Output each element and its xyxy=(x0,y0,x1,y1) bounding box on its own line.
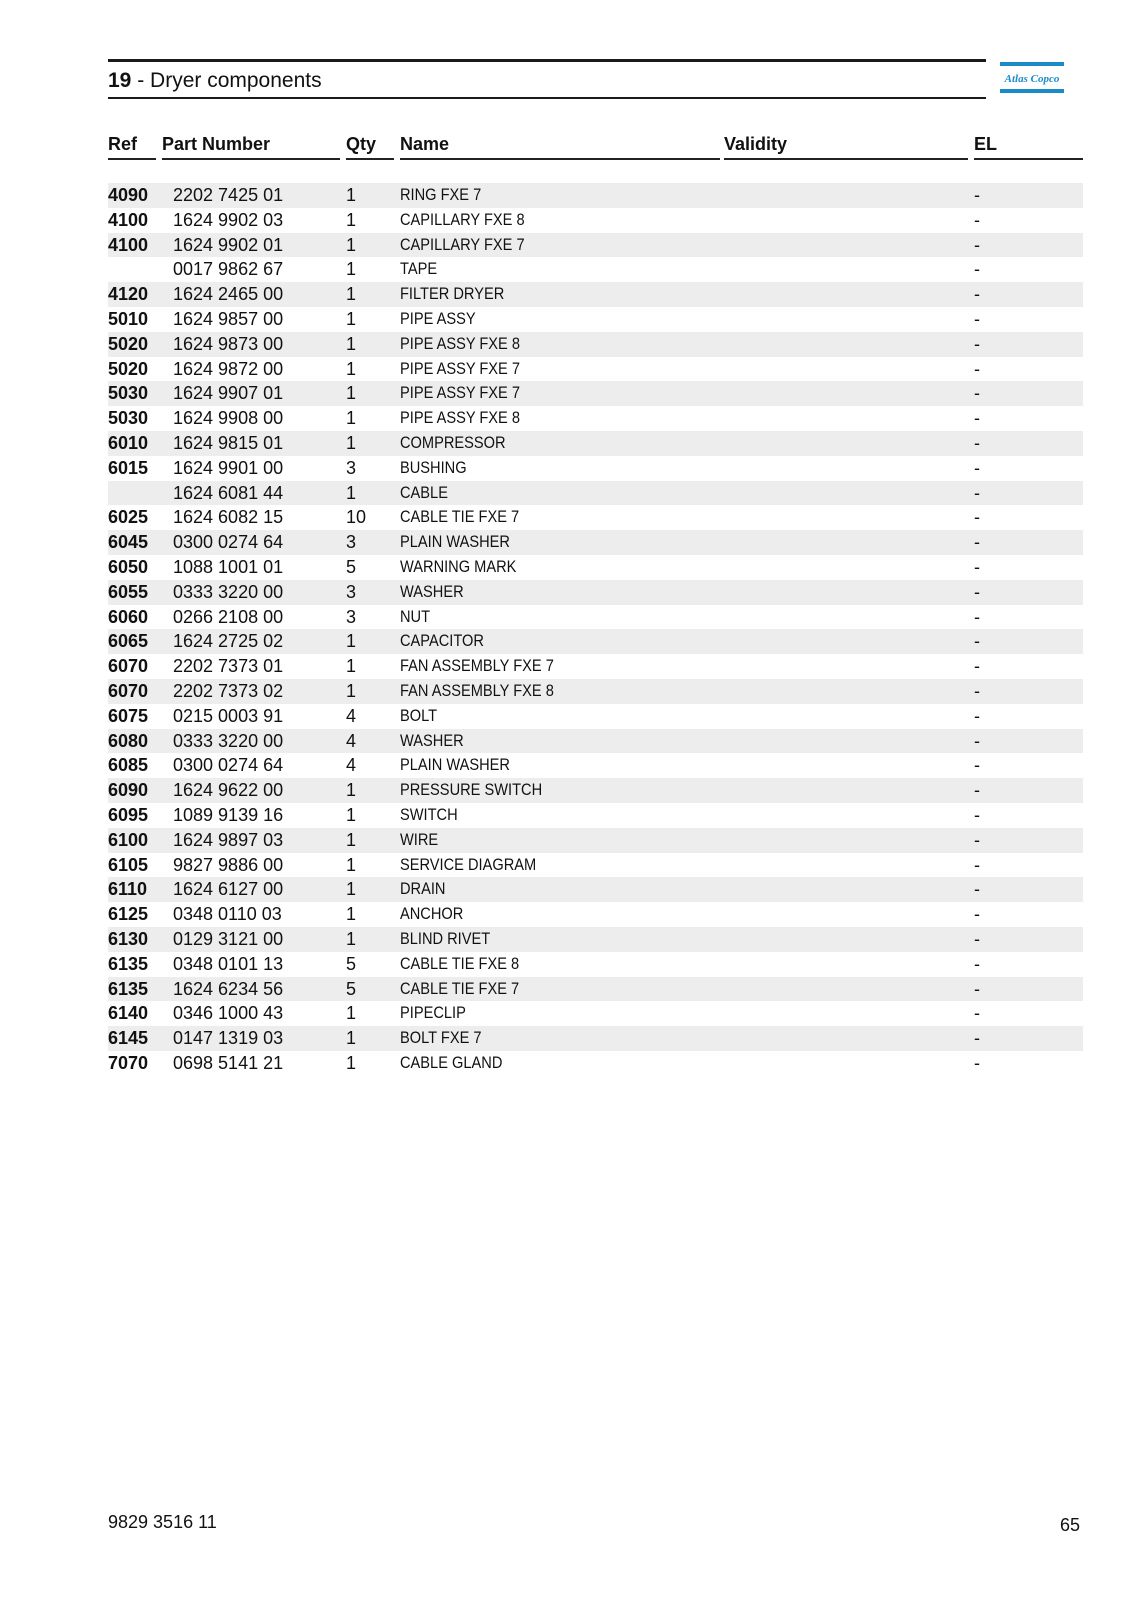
table-row xyxy=(108,902,1083,927)
cell-el: - xyxy=(974,755,980,776)
section-number: 19 xyxy=(108,69,132,92)
cell-el: - xyxy=(974,978,980,999)
table-row xyxy=(108,605,1083,630)
cell-part-number: 1624 9902 01 xyxy=(173,234,284,255)
table-row xyxy=(108,208,1083,233)
cell-part-number: 0300 0274 64 xyxy=(173,532,284,553)
cell-ref: 6070 xyxy=(108,680,149,701)
cell-name: CABLE TIE FXE 8 xyxy=(400,953,520,973)
table-row xyxy=(108,505,1083,530)
cell-ref: 6105 xyxy=(108,854,149,875)
cell-el: - xyxy=(974,854,980,875)
col-header-name: Name xyxy=(400,132,720,160)
cell-ref: 6065 xyxy=(108,631,149,652)
cell-name: PIPE ASSY FXE 8 xyxy=(400,333,521,353)
cell-el: - xyxy=(974,408,980,429)
cell-part-number: 2202 7425 01 xyxy=(173,185,284,205)
cell-name: FAN ASSEMBLY FXE 7 xyxy=(400,656,554,676)
cell-el: - xyxy=(974,358,980,379)
cell-name: FILTER DRYER xyxy=(400,284,505,304)
cell-name: WASHER xyxy=(400,581,464,601)
cell-part-number: 1624 9902 03 xyxy=(173,209,284,230)
cell-qty: 1 xyxy=(346,432,357,453)
cell-part-number: 1624 9815 01 xyxy=(173,432,284,453)
cell-qty: 1 xyxy=(346,209,357,230)
cell-ref: 6055 xyxy=(108,581,149,602)
cell-part-number: 1624 9897 03 xyxy=(173,829,284,850)
cell-qty: 1 xyxy=(346,928,357,949)
cell-el: - xyxy=(974,656,980,677)
cell-ref: 5030 xyxy=(108,383,149,404)
cell-ref: 6135 xyxy=(108,953,149,974)
cell-ref: 6140 xyxy=(108,1003,149,1024)
table-row xyxy=(108,753,1083,778)
cell-ref: 6050 xyxy=(108,556,149,577)
cell-ref: 4100 xyxy=(108,234,149,255)
cell-ref: 4120 xyxy=(108,284,149,305)
cell-qty: 1 xyxy=(346,358,357,379)
cell-part-number: 0215 0003 91 xyxy=(173,705,284,726)
cell-ref: 6010 xyxy=(108,432,149,453)
cell-qty: 1 xyxy=(346,680,357,701)
cell-ref: 7070 xyxy=(108,1052,149,1073)
cell-qty: 1 xyxy=(346,383,357,404)
cell-name: SERVICE DIAGRAM xyxy=(400,854,537,874)
table-row xyxy=(108,233,1083,258)
cell-name: ANCHOR xyxy=(400,904,464,924)
cell-ref: 5020 xyxy=(108,333,149,354)
cell-name: WARNING MARK xyxy=(400,556,517,576)
cell-name: TAPE xyxy=(400,259,438,279)
cell-part-number: 1624 9907 01 xyxy=(173,383,284,404)
cell-part-number: 1624 9622 00 xyxy=(173,780,284,801)
cell-el: - xyxy=(974,1028,980,1049)
cell-qty: 3 xyxy=(346,532,357,553)
cell-part-number: 9827 9886 00 xyxy=(173,854,284,875)
cell-qty: 1 xyxy=(346,631,357,652)
cell-el: - xyxy=(974,904,980,925)
cell-ref: 6095 xyxy=(108,804,149,825)
title-separator: - xyxy=(131,69,151,92)
cell-name: BOLT xyxy=(400,705,438,725)
cell-ref: 6145 xyxy=(108,1028,149,1049)
cell-qty: 1 xyxy=(346,804,357,825)
cell-name: DRAIN xyxy=(400,879,446,899)
cell-ref: 5030 xyxy=(108,408,149,429)
cell-qty: 4 xyxy=(346,755,357,776)
cell-el: - xyxy=(974,234,980,255)
cell-part-number: 0017 9862 67 xyxy=(173,259,284,280)
cell-name: BOLT FXE 7 xyxy=(400,1028,482,1048)
cell-qty: 3 xyxy=(346,581,357,602)
table-row xyxy=(108,704,1083,729)
table-row xyxy=(108,977,1083,1002)
cell-el: - xyxy=(974,680,980,701)
cell-el: - xyxy=(974,730,980,751)
cell-name: PLAIN WASHER xyxy=(400,755,510,775)
table-row xyxy=(108,406,1083,431)
cell-ref: 6080 xyxy=(108,730,149,751)
table-row xyxy=(108,530,1083,555)
cell-part-number: 0348 0110 03 xyxy=(173,904,282,925)
cell-qty: 1 xyxy=(346,284,357,305)
table-row xyxy=(108,654,1083,679)
atlas-copco-logo xyxy=(1000,62,1064,94)
table-row xyxy=(108,381,1083,406)
table-row xyxy=(108,877,1083,902)
cell-part-number: 1624 6234 56 xyxy=(173,978,284,999)
cell-el: - xyxy=(974,308,980,329)
cell-ref: 6015 xyxy=(108,457,149,478)
table-row xyxy=(108,481,1083,506)
table-row xyxy=(108,307,1083,332)
table-row xyxy=(108,257,1083,282)
cell-name: CAPACITOR xyxy=(400,631,484,651)
cell-el: - xyxy=(974,780,980,801)
cell-el: - xyxy=(974,829,980,850)
cell-part-number: 0333 3220 00 xyxy=(173,581,284,602)
cell-name: FAN ASSEMBLY FXE 8 xyxy=(400,680,554,700)
cell-part-number: 0266 2108 00 xyxy=(173,606,284,627)
cell-qty: 3 xyxy=(346,457,357,478)
document-number: 9829 3516 11 xyxy=(108,1512,217,1532)
cell-el: - xyxy=(974,928,980,949)
cell-ref: 6090 xyxy=(108,780,149,801)
cell-name: WASHER xyxy=(400,730,464,750)
cell-part-number: 0300 0274 64 xyxy=(173,755,284,776)
cell-ref: 4090 xyxy=(108,185,149,205)
cell-part-number: 0147 1319 03 xyxy=(173,1028,284,1049)
cell-ref: 5020 xyxy=(108,358,149,379)
cell-qty: 4 xyxy=(346,705,357,726)
cell-qty: 1 xyxy=(346,879,357,900)
cell-qty: 1 xyxy=(346,1052,357,1073)
table-row xyxy=(108,456,1083,481)
cell-name: CABLE GLAND xyxy=(400,1052,503,1072)
cell-name: CAPILLARY FXE 8 xyxy=(400,209,525,229)
cell-qty: 1 xyxy=(346,1003,357,1024)
cell-part-number: 1624 2465 00 xyxy=(173,284,284,305)
cell-qty: 1 xyxy=(346,1028,357,1049)
cell-name: CABLE TIE FXE 7 xyxy=(400,507,520,527)
col-header-part-number: Part Number xyxy=(162,132,340,160)
table-row xyxy=(108,853,1083,878)
cell-qty: 1 xyxy=(346,234,357,255)
table-row xyxy=(108,803,1083,828)
cell-qty: 1 xyxy=(346,829,357,850)
cell-ref: 6125 xyxy=(108,904,149,925)
cell-ref: 6135 xyxy=(108,978,149,999)
table-row xyxy=(108,431,1083,456)
cell-part-number: 1088 1001 01 xyxy=(173,556,284,577)
cell-part-number: 1624 9873 00 xyxy=(173,333,284,354)
cell-el: - xyxy=(974,1003,980,1024)
cell-part-number: 1624 6082 15 xyxy=(173,507,284,528)
cell-el: - xyxy=(974,1052,980,1073)
table-row xyxy=(108,828,1083,853)
cell-ref: 6130 xyxy=(108,928,149,949)
cell-qty: 1 xyxy=(346,408,357,429)
cell-el: - xyxy=(974,333,980,354)
table-row xyxy=(108,778,1083,803)
cell-ref: 6070 xyxy=(108,656,149,677)
cell-name: WIRE xyxy=(400,829,439,849)
cell-part-number: 2202 7373 02 xyxy=(173,680,284,701)
cell-name: PIPE ASSY xyxy=(400,308,476,328)
table-row xyxy=(108,1051,1083,1076)
cell-ref: 5010 xyxy=(108,308,149,329)
cell-name: CABLE TIE FXE 7 xyxy=(400,978,520,998)
cell-el: - xyxy=(974,556,980,577)
table-row xyxy=(108,952,1083,977)
cell-name: BUSHING xyxy=(400,457,467,477)
cell-el: - xyxy=(974,581,980,602)
cell-part-number: 2202 7373 01 xyxy=(173,656,284,677)
section-header xyxy=(108,59,986,99)
cell-ref: 6100 xyxy=(108,829,149,850)
cell-el: - xyxy=(974,457,980,478)
cell-part-number: 1624 9872 00 xyxy=(173,358,284,379)
cell-el: - xyxy=(974,879,980,900)
cell-qty: 1 xyxy=(346,259,357,280)
cell-name: SWITCH xyxy=(400,804,458,824)
cell-qty: 1 xyxy=(346,780,357,801)
cell-qty: 1 xyxy=(346,656,357,677)
table-row xyxy=(108,629,1083,654)
cell-ref: 6085 xyxy=(108,755,149,776)
cell-el: - xyxy=(974,606,980,627)
table-row xyxy=(108,580,1083,605)
cell-part-number: 1624 9908 00 xyxy=(173,408,284,429)
logo-text: Atlas Copco xyxy=(1004,73,1060,85)
cell-qty: 10 xyxy=(346,507,367,528)
cell-part-number: 0698 5141 21 xyxy=(173,1052,284,1073)
cell-el: - xyxy=(974,185,980,205)
cell-part-number: 0346 1000 43 xyxy=(173,1003,284,1024)
cell-el: - xyxy=(974,631,980,652)
cell-name: CABLE xyxy=(400,482,448,502)
col-header-validity: Validity xyxy=(724,132,968,160)
cell-name: PIPE ASSY FXE 7 xyxy=(400,358,521,378)
cell-el: - xyxy=(974,482,980,503)
cell-name: BLIND RIVET xyxy=(400,928,491,948)
cell-name: RING FXE 7 xyxy=(400,185,482,204)
cell-ref: 6060 xyxy=(108,606,149,627)
cell-part-number: 1624 6081 44 xyxy=(173,482,284,503)
table-row xyxy=(108,357,1083,382)
parts-table xyxy=(108,183,1083,1076)
cell-ref: 6075 xyxy=(108,705,149,726)
cell-el: - xyxy=(974,259,980,280)
cell-el: - xyxy=(974,804,980,825)
cell-qty: 1 xyxy=(346,904,357,925)
cell-part-number: 1089 9139 16 xyxy=(173,804,284,825)
page-number: 65 xyxy=(1060,1515,1081,1535)
cell-el: - xyxy=(974,953,980,974)
table-row xyxy=(108,555,1083,580)
table-row xyxy=(108,1026,1083,1051)
col-header-el: EL xyxy=(974,132,1083,160)
table-row xyxy=(108,1001,1083,1026)
cell-part-number: 0129 3121 00 xyxy=(173,928,284,949)
cell-name: CAPILLARY FXE 7 xyxy=(400,234,525,254)
table-row xyxy=(108,332,1083,357)
table-row xyxy=(108,679,1083,704)
table-row xyxy=(108,729,1083,754)
cell-el: - xyxy=(974,284,980,305)
cell-ref: 6045 xyxy=(108,532,149,553)
cell-name: PLAIN WASHER xyxy=(400,532,510,552)
cell-ref: 6025 xyxy=(108,507,149,528)
table-row xyxy=(108,183,1083,208)
cell-el: - xyxy=(974,532,980,553)
cell-qty: 5 xyxy=(346,556,357,577)
table-row xyxy=(108,927,1083,952)
cell-el: - xyxy=(974,383,980,404)
cell-el: - xyxy=(974,432,980,453)
cell-qty: 1 xyxy=(346,185,357,205)
cell-part-number: 1624 2725 02 xyxy=(173,631,284,652)
cell-part-number: 0333 3220 00 xyxy=(173,730,284,751)
cell-qty: 1 xyxy=(346,482,357,503)
cell-name: PIPE ASSY FXE 8 xyxy=(400,408,521,428)
cell-qty: 4 xyxy=(346,730,357,751)
col-header-qty: Qty xyxy=(346,132,394,160)
table-row xyxy=(108,282,1083,307)
cell-ref: 4100 xyxy=(108,209,149,230)
cell-qty: 5 xyxy=(346,978,357,999)
cell-name: COMPRESSOR xyxy=(400,432,506,452)
cell-part-number: 0348 0101 13 xyxy=(173,953,284,974)
cell-qty: 3 xyxy=(346,606,357,627)
col-header-ref: Ref xyxy=(108,132,156,160)
cell-ref: 6110 xyxy=(108,879,148,900)
cell-el: - xyxy=(974,209,980,230)
page-title xyxy=(108,68,322,94)
cell-part-number: 1624 9857 00 xyxy=(173,308,284,329)
section-title: Dryer components xyxy=(150,69,322,92)
cell-el: - xyxy=(974,507,980,528)
cell-part-number: 1624 6127 00 xyxy=(173,879,284,900)
cell-qty: 1 xyxy=(346,308,357,329)
cell-name: PIPE ASSY FXE 7 xyxy=(400,383,521,403)
cell-name: PIPECLIP xyxy=(400,1003,466,1023)
cell-name: NUT xyxy=(400,606,431,626)
cell-qty: 1 xyxy=(346,854,357,875)
cell-name: PRESSURE SWITCH xyxy=(400,780,543,800)
cell-el: - xyxy=(974,705,980,726)
cell-qty: 5 xyxy=(346,953,357,974)
cell-qty: 1 xyxy=(346,333,357,354)
cell-part-number: 1624 9901 00 xyxy=(173,457,284,478)
